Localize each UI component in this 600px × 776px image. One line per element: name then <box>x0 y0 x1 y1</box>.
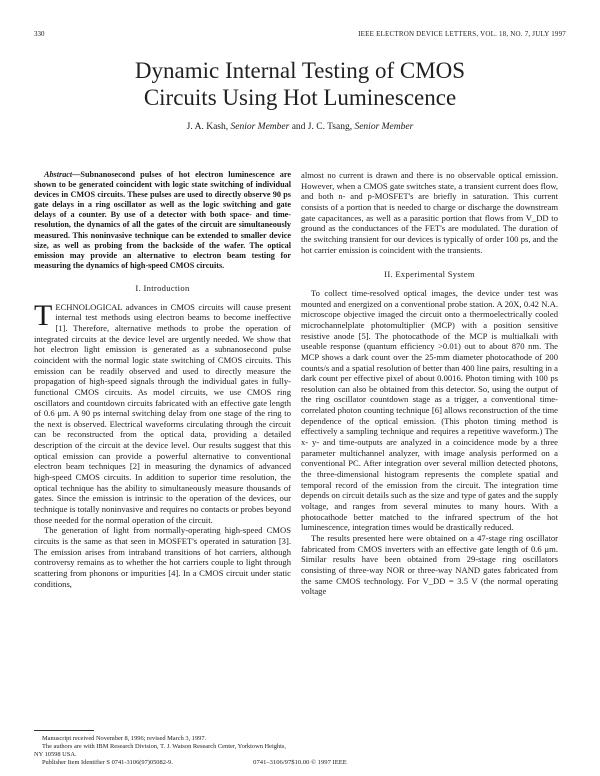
experimental-paragraph-2: The results presented here were obtained on a 47-stage ring oscillator fabricated from CMOS inverters with an effective gate length of 0.6 μm. Similar results have been obtained from 29-stage ring oscillators consisting of three-way NOR or three-way NAND gates fabricated from the same CMOS technology. For V_DD = 3.5 V (the normal operating voltage <box>301 533 558 597</box>
abstract-label: Abstract— <box>44 170 81 179</box>
title-line-2: Circuits Using Hot Luminescence <box>143 85 457 110</box>
footnote-affiliation: The authors are with IBM Research Division, T. J. Watson Research Center, Yorktown Heights, NY 10598 USA. <box>34 743 286 758</box>
experimental-paragraph-1: To collect time-resolved optical images, the device under test was mounted and energized on a conventional probe station. A 20X, 0.42 N.A. microscope objective imaged the circuit onto a thermoelectrically cooled microchannelplate photomultiplier (MCP) with a position sensitive resistive anode [5]. The photocathode of the MCP is multialkali with useable response (quantum efficiency >0.01) out to about 870 nm. The MCP shows a dark count over the 25-mm diameter photocathode of 200 counts/s and a spatial resolution of better than 400 line pairs, resulting in a dark count per effective pixel of about 0.0016. Photon timing with 100 ps resolution can also be obtained from this detector. So, using the output of the ring oscillator countdown stage as a trigger, a conventional time-correlated photon counting technique [6] allows reconstruction of the time dependence of the optical emission. (This photon timing method is effectively a sampling technique and requires a repetitive waveform.) The x- y- and time-outputs are analyzed in a coincidence mode by a three parameter multichannel analyzer, with image analysis performed on a conventional PC. After integration over several million detected photons, the three-dimensional histogram represents the complete spatial and temporal record of the emission from the circuit. The integration time depends on circuit details such as the size and type of gates and the supply voltage, and ranges from several minutes to many hours. With a photocathode better matched to the infrared spectrum of the hot luminescence, integration times would be drastically reduced. <box>301 287 558 533</box>
author-line <box>0 122 600 132</box>
author-1-role: Senior Member <box>230 122 290 132</box>
copyright-footer: 0741–3106/97$10.00 © 1997 IEEE <box>253 759 347 766</box>
section-2-heading: II. Experimental System <box>384 269 475 280</box>
section-1-heading: I. Introduction <box>135 282 190 293</box>
intro-paragraph-2: The generation of light from normally-operating high-speed CMOS circuits is the same as that seen in MOSFET's operated in saturation [3]. The emission arises from intraband transitions of hot carriers, although controversy remains as to whether the hot carriers couple to light through scattering from phonons or impurities [4]. In a CMOS circuit under static conditions, <box>34 525 291 589</box>
abstract <box>34 170 291 271</box>
page-number: 330 <box>34 30 45 38</box>
paper-title <box>0 57 600 111</box>
author-1: J. A. Kash, <box>186 122 229 132</box>
intro-continuation: almost no current is drawn and there is no observable optical emission. However, when a CMOS gate switches state, a transient current does flow, and both n- and p-MOSFET's are briefly in saturation. This current consists of a portion that is needed to charge or discharge the downstream gate capacitances, as well as a parasitic portion that flows from V_DD to ground as the conductances of the FET's are modulated. The duration of the switching transient for our devices is typically of order 100 ps, and the hot carrier emission is coincident with the transients. <box>301 170 558 255</box>
author-2-role: Senior Member <box>354 122 414 132</box>
footnote-identifier: Publisher Item Identifier S 0741-3106(97)05082-9. <box>42 759 173 766</box>
intro-paragraph-1 <box>34 298 291 526</box>
journal-running-head: IEEE ELECTRON DEVICE LETTERS, VOL. 18, NO. 7, JULY 1997 <box>358 30 566 38</box>
author-conjunction: and J. C. Tsang, <box>291 122 353 132</box>
intro-paragraph-1-text: ECHNOLOGICAL advances in CMOS circuits will cause present internal test methods using electron beams to become ineffective [1]. Therefore, alternative methods to probe the operation of integrated circuits at the device level are urgently needed. We show that hot electron light emission is generated as a subnanosecond pulse coincident with the normal logic state switching of CMOS circuits. This emission can be readily observed and used to directly measure the propagation of high-speed signals through the individual gates in fully-functional CMOS circuits. As model circuits, we use CMOS ring oscillators and countdown circuits fabricated with an effective gate length of 0.6 μm. A 90 ps internal switching delay from one stage of the ring to the next is observed. Electrical waveforms circulating through the circuit can be reconstructed from the optical data, providing a detailed description of the circuit at the device level. Our results suggest that this optical emission can provide a powerful alternative to conventional electron beam techniques [2] in measuring the dynamics of advanced high-speed CMOS circuits. In addition to superior time resolution, the optical technique has the ability to simultaneously measure thousands of gates. Since the emission is intrinsic to the operation of the devices, our technique is totally noninvasive and requires no contacts or probes beyond those needed for the normal operation of the circuit. <box>34 301 291 525</box>
right-column <box>301 170 558 597</box>
footnote-received: Manuscript received November 8, 1996; revised March 3, 1997. <box>42 735 207 742</box>
title-line-1: Dynamic Internal Testing of CMOS <box>134 58 466 83</box>
abstract-text: Subnanosecond pulses of hot electron luminescence are shown to be generated coincident with logic state switching of individual devices in CMOS circuits. These pulses are used to directly observe 90 ps gate delays in a ring oscillator as well as the logic switching and gate delays of a counter. By use of a detector with both space- and time-resolution, the dynamics of all the gates of the circuit are simultaneously measured. This noninvasive technique can be extended to smaller device size, as well as probing from the backside of the wafer. The optical emission may provide an alternative to electron beam testing for measuring the dynamics of high-speed CMOS circuits. <box>34 170 291 270</box>
footnote-rule <box>34 730 94 731</box>
left-column <box>34 170 291 589</box>
drop-cap: T <box>34 298 53 332</box>
